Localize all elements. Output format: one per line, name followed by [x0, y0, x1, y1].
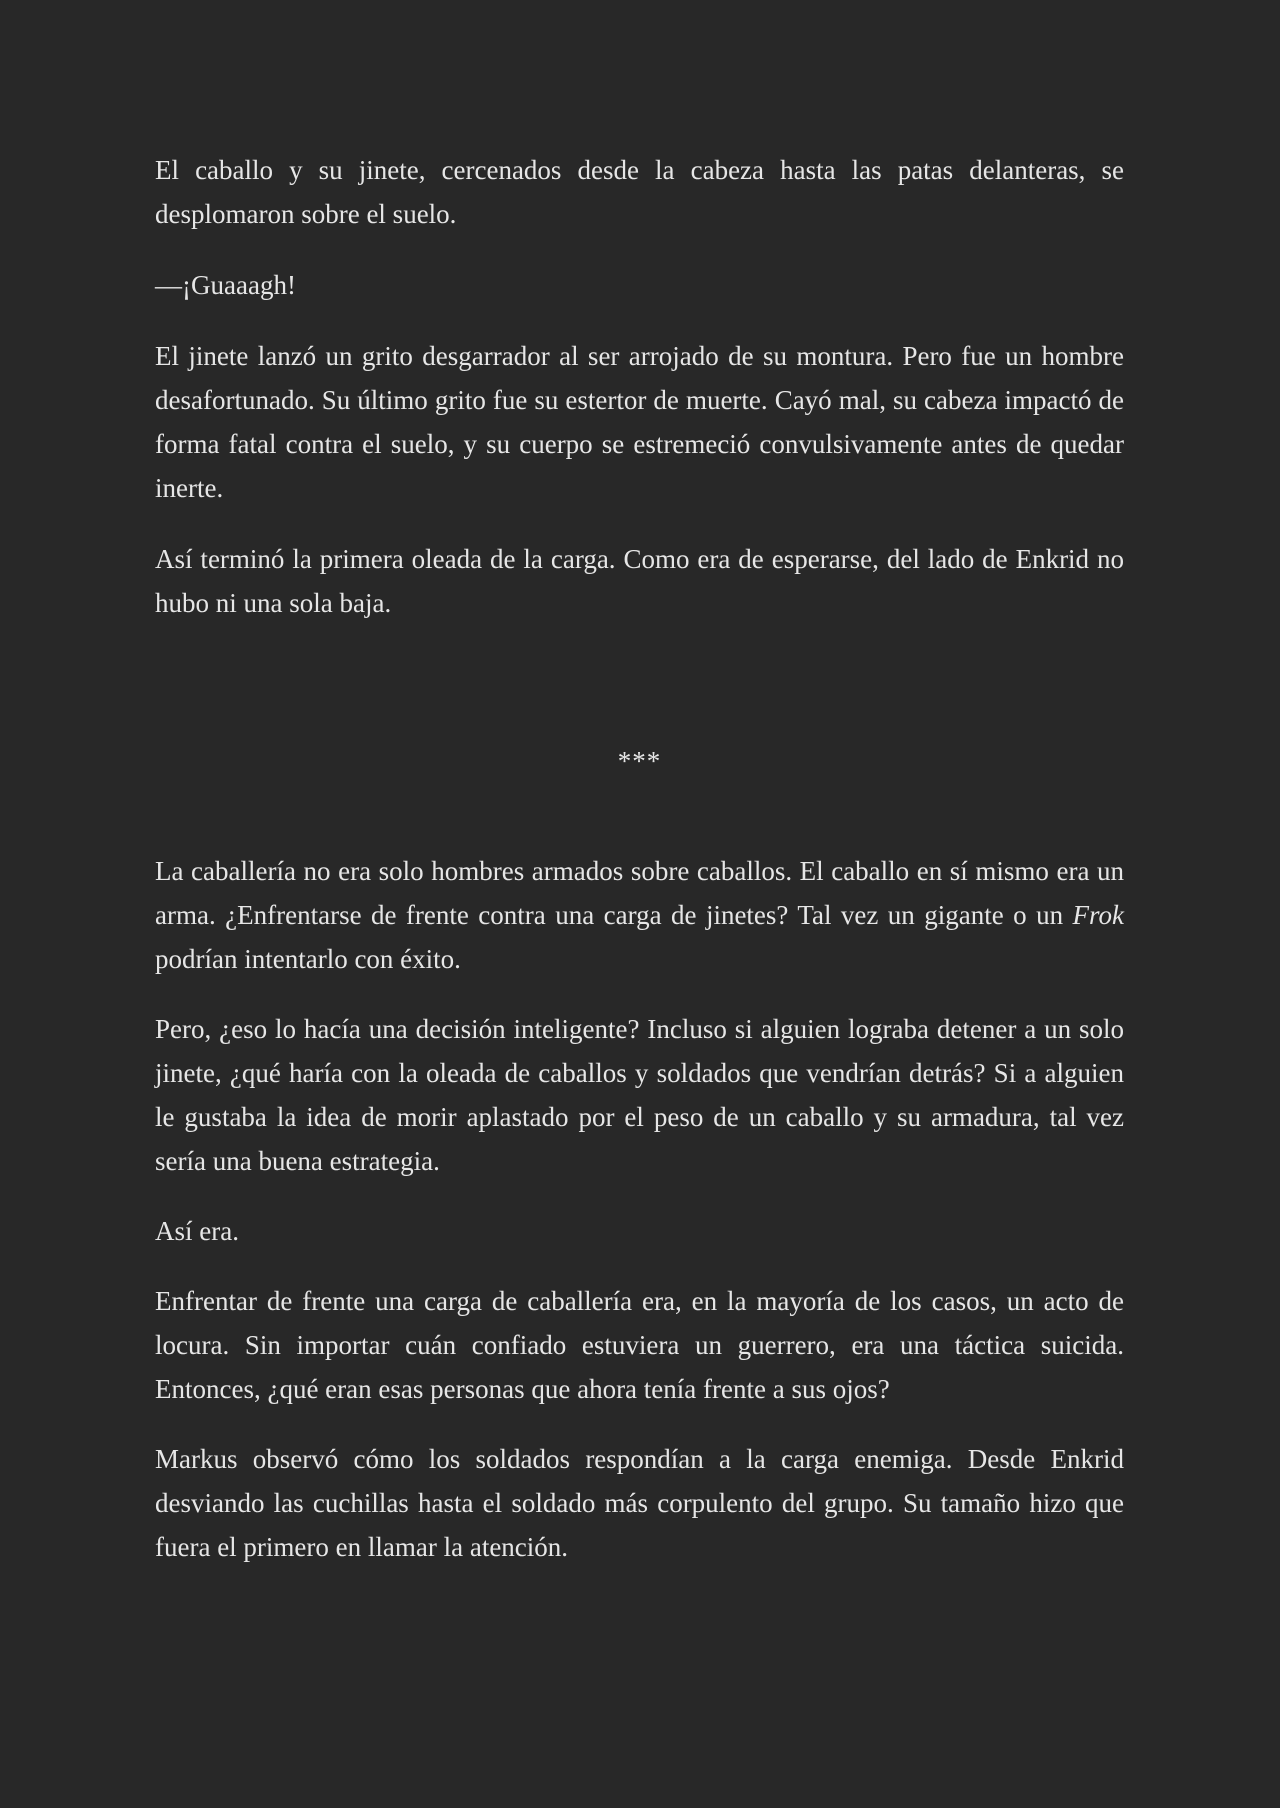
paragraph-cavalry [155, 849, 1124, 981]
paragraph-cavalry-end: podrían intentarlo con éxito. [155, 944, 461, 974]
paragraph-cavalry-italic: Frok [1072, 900, 1124, 930]
paragraph-so-it-was: Así era. [155, 1216, 239, 1246]
paragraph-cavalry-start: La caballería no era solo hombres armados sobre caballos. El caballo en sí mismo era un arma. ¿Enfrentarse de frente contra una carga de jinetes? Tal vez un gigante o un [155, 856, 1124, 930]
scene-break [155, 625, 1124, 849]
paragraph-first-wave: Así terminó la primera oleada de la carga. Como era de esperarse, del lado de Enkrid no hubo ni una sola baja. [155, 544, 1124, 618]
paragraph-smart-decision: Pero, ¿eso lo hacía una decisión inteligente? Incluso si alguien lograba detener a un solo jinete, ¿qué haría con la oleada de caballos y soldados que vendrían detrás? Si a alguien le gustaba la idea de morir aplastado por el peso de un caballo y su armadura, tal vez sería una buena estrategia. [155, 1014, 1124, 1176]
paragraph-shout: —¡Guaaagh! [155, 270, 296, 300]
paragraph-markus: Markus observó cómo los soldados respondían a la carga enemiga. Desde Enkrid desviando las cuchillas hasta el soldado más corpulento del grupo. Su tamaño hizo que fuera el primero en llamar la atención. [155, 1444, 1124, 1562]
paragraph-rider-death: El jinete lanzó un grito desgarrador al ser arrojado de su montura. Pero fue un hombre desafortunado. Su último grito fue su estertor de muerte. Cayó mal, su cabeza impactó de forma fatal contra el suelo, y su cuerpo se estremeció convulsivamente antes de quedar inerte. [155, 341, 1124, 503]
paragraph-horse-rider: El caballo y su jinete, cercenados desde la cabeza hasta las patas delanteras, se desplomaron sobre el suelo. [155, 155, 1124, 229]
scene-separator: *** [617, 746, 662, 776]
paragraph-madness: Enfrentar de frente una carga de caballería era, en la mayoría de los casos, un acto de locura. Sin importar cuán confiado estuviera un guerrero, era una táctica suicida. Entonces, ¿qué eran esas personas que ahora tenía frente a sus ojos? [155, 1286, 1124, 1404]
